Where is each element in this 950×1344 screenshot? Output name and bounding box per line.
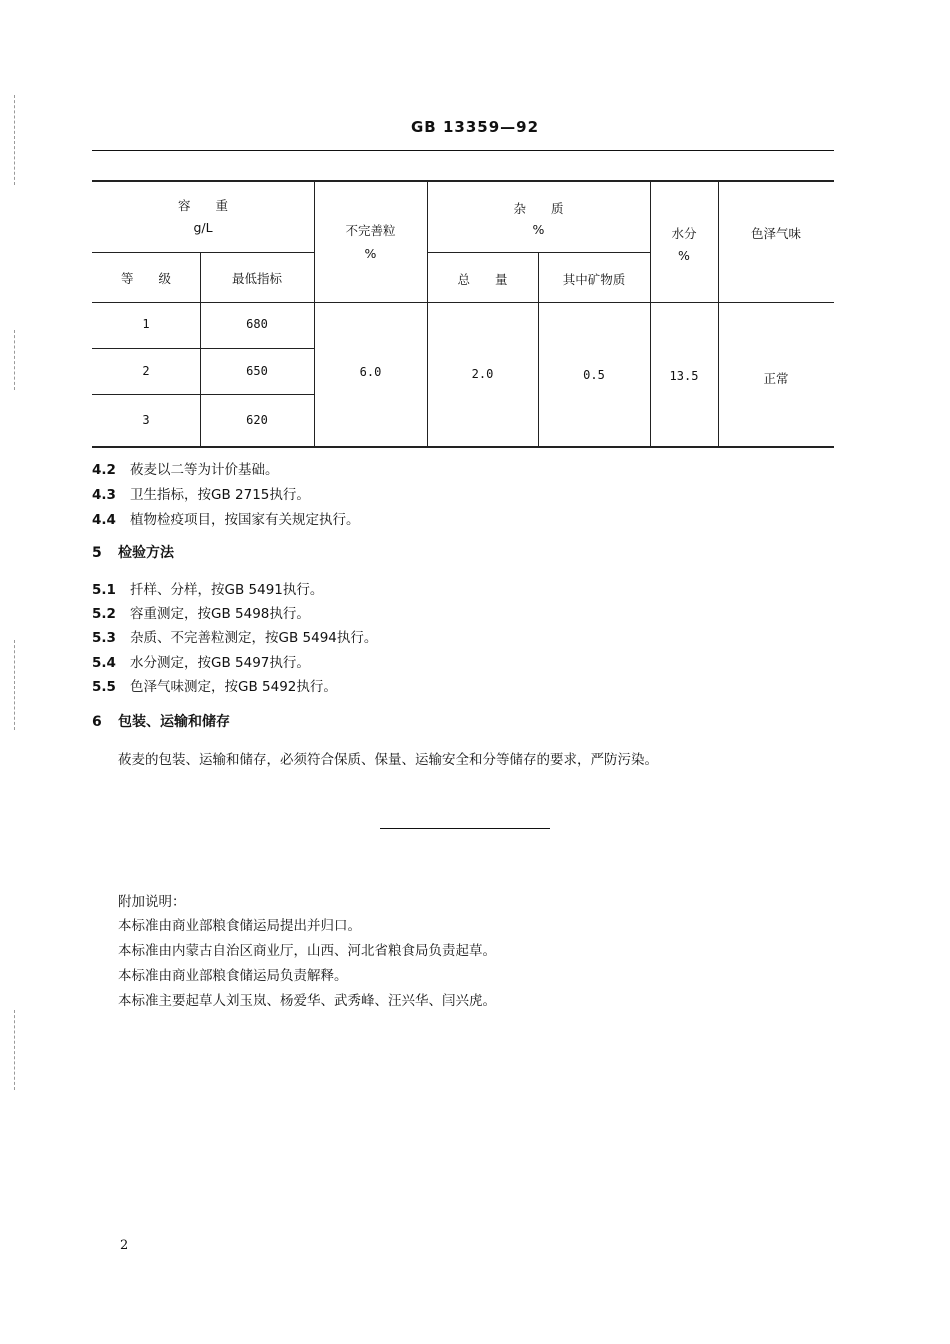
sezeqiwei-value: 正常 [763, 371, 789, 386]
section-title: 包装、运输和储存 [118, 714, 230, 730]
table-border-top [92, 180, 834, 182]
header-zazhi: 杂 质 [513, 201, 564, 216]
section-5-heading [92, 542, 174, 562]
header-rule [92, 150, 834, 151]
section-6-paragraph: 莜麦的包装、运输和储存，必须符合保质、保量、运输安全和分等储存的要求，严防污染。 [118, 752, 658, 768]
clause-5-1 [92, 578, 323, 598]
clause-text: 植物检疫项目，按国家有关规定执行。 [130, 512, 360, 528]
table-line [92, 394, 314, 395]
clause-5-3 [92, 626, 377, 646]
note-line: 本标准由商业部粮食储运局负责解释。 [118, 968, 348, 984]
table-line [427, 180, 428, 446]
table-border-bottom [92, 446, 834, 448]
header-rongzhong-unit: g/L [193, 220, 213, 235]
clause-4-3 [92, 483, 310, 503]
min-1: 680 [246, 317, 268, 331]
zongliang-value: 2.0 [471, 367, 494, 381]
clause-5-2 [92, 602, 310, 622]
clause-number: 5.2 [92, 606, 116, 622]
table-line [92, 252, 314, 253]
buwanshan-value: 6.0 [359, 365, 382, 379]
notes-title: 附加说明： [118, 894, 186, 910]
clause-text: 水分测定，按GB 5497执行。 [130, 655, 310, 671]
clause-text: 色泽气味测定，按GB 5492执行。 [130, 679, 337, 695]
clause-4-4 [92, 508, 360, 528]
quality-table [92, 180, 834, 447]
table-line [92, 302, 834, 303]
header-buwanshan: 不完善粒 [345, 223, 396, 238]
page-number: 2 [120, 1238, 129, 1253]
clause-number: 5.3 [92, 630, 116, 646]
note-line: 本标准主要起草人刘玉岚、杨爱华、武秀峰、汪兴华、闫兴虎。 [118, 993, 496, 1009]
clause-number: 4.2 [92, 462, 116, 478]
clause-text: 卫生指标，按GB 2715执行。 [130, 487, 310, 503]
header-rongzhong: 容 重 [177, 198, 228, 213]
header-buwanshan-unit: % [364, 246, 377, 261]
scan-margin-mark [14, 330, 15, 390]
clause-number: 5.1 [92, 582, 116, 598]
scan-margin-mark [14, 1010, 15, 1090]
section-6-heading [92, 711, 230, 731]
clause-5-4 [92, 651, 310, 671]
clause-number: 4.4 [92, 512, 116, 528]
clause-text: 莜麦以二等为计价基础。 [130, 462, 279, 478]
clause-number: 4.3 [92, 487, 116, 503]
header-zuidi: 最低指标 [231, 271, 282, 286]
grade-1: 1 [142, 317, 150, 331]
scan-margin-mark [14, 640, 15, 730]
header-zazhi-unit: % [532, 222, 545, 237]
header-dengji: 等 级 [120, 271, 171, 286]
section-number: 5 [92, 545, 102, 561]
clause-4-2 [92, 458, 279, 478]
min-2: 650 [246, 364, 268, 378]
header-kuangwu: 其中矿物质 [562, 272, 626, 287]
clause-number: 5.4 [92, 655, 116, 671]
clause-5-5 [92, 675, 337, 695]
clause-number: 5.5 [92, 679, 116, 695]
clause-text: 扦样、分样，按GB 5491执行。 [130, 582, 324, 598]
kuangwu-value: 0.5 [583, 368, 605, 382]
note-line: 本标准由商业部粮食储运局提出并归口。 [118, 918, 361, 934]
section-number: 6 [92, 714, 102, 730]
header-shuifen-unit: % [678, 248, 690, 263]
header-sezeqiwei: 色泽气味 [750, 226, 801, 241]
standard-code: GB 13359—92 [410, 118, 540, 136]
grade-3: 3 [142, 413, 150, 427]
header-shuifen: 水分 [671, 226, 697, 241]
note-line: 本标准由内蒙古自治区商业厅，山西、河北省粮食局负责起草。 [118, 943, 496, 959]
table-line [650, 180, 651, 446]
table-line [92, 348, 314, 349]
header-zongliang: 总 量 [457, 272, 508, 287]
table-line [718, 180, 719, 446]
min-3: 620 [246, 413, 268, 427]
shuifen-value: 13.5 [669, 369, 699, 383]
clause-text: 容重测定，按GB 5498执行。 [130, 606, 310, 622]
grade-2: 2 [142, 364, 150, 378]
scan-margin-mark [14, 95, 15, 185]
section-title: 检验方法 [118, 545, 174, 561]
end-rule [380, 828, 550, 829]
table-line [314, 180, 315, 446]
clause-text: 杂质、不完善粒测定，按GB 5494执行。 [130, 630, 378, 646]
